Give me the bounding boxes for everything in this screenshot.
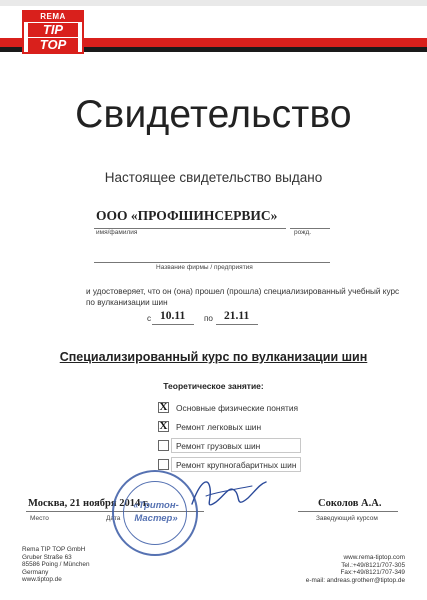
director-label: Заведующий курсом [316,515,378,522]
footer-street: Gruber Straße 63 [22,553,72,561]
logo-tip: TIP [28,23,78,37]
from-date-underline [152,324,194,325]
checkbox-passenger-tires[interactable]: X [159,420,168,432]
checkbox-large-tires[interactable] [158,459,169,470]
certify-text-line1: и удостоверяет, что он (она) прошел (прошла) специализированный учебный курс [86,287,400,296]
stamp-inner-ring [123,481,187,545]
course-title: Специализированный курс по вулканизации шин [59,350,368,364]
company-name-value: ООО «ПРОФШИНСЕРВИС» [96,208,278,223]
checkbox-physics[interactable]: X [159,401,168,413]
footer-city: 85586 Poing / München [22,561,90,569]
top-band [0,0,427,6]
checkbox-large-tires-label: Ремонт крупногабаритных шин [176,460,297,470]
stamp-text-line1: «Тритон- [133,500,179,511]
place-date-value: Москва, 21 ноября 2014 г. [28,498,150,509]
footer-left [22,546,90,584]
place-label: Место [30,515,49,522]
checkbox-physics-label: Основные физические понятия [176,403,299,413]
certificate-title: Свидетельство [75,93,352,136]
footer-country: Germany [22,568,49,576]
footer-phone: Tel.:+49/8121/707-305 [341,561,405,569]
company-label: Название фирмы / предприятия [156,264,253,271]
logo-top: TOP [28,38,78,52]
date-label: Дата [106,515,121,522]
logo-rema: REMA [24,12,82,22]
checkbox-passenger-tires-label: Ремонт легковых шин [176,422,262,432]
to-date-underline [216,324,258,325]
footer-fax: Fax:+49/8121/707-349 [340,569,405,577]
footer-url: www.rema-tiptop.com [343,554,405,561]
footer-email: e-mail: andreas.grotherr@tiptop.de [305,576,405,584]
checkbox-truck-tires[interactable] [158,440,169,451]
to-date-value: 21.11 [224,310,250,322]
footer-website: www.tiptop.de [22,576,62,584]
birth-label: рожд. [294,229,312,236]
company-underline [94,262,330,263]
footer-company: Rema TIP TOP GmbH [22,546,86,553]
certificate-subtitle: Настоящее свидетельство выдано [104,170,323,185]
stamp-text-line2: Мастер» [134,513,178,524]
footer-right [306,554,405,584]
to-label: по [204,314,213,323]
from-label: с [147,314,152,323]
name-label: имя/фамилия [96,229,138,236]
director-underline [298,511,398,512]
checkbox-truck-tires-label: Ремонт грузовых шин [176,441,261,451]
rema-tip-top-logo [22,10,84,54]
theory-label: Теоретическое занятие: [163,381,264,391]
director-name-value: Соколов А.А. [318,498,382,509]
handwritten-signature [186,474,270,516]
certify-text-line2: по вулканизации шин [86,298,168,307]
from-date-value: 10.11 [160,310,186,322]
